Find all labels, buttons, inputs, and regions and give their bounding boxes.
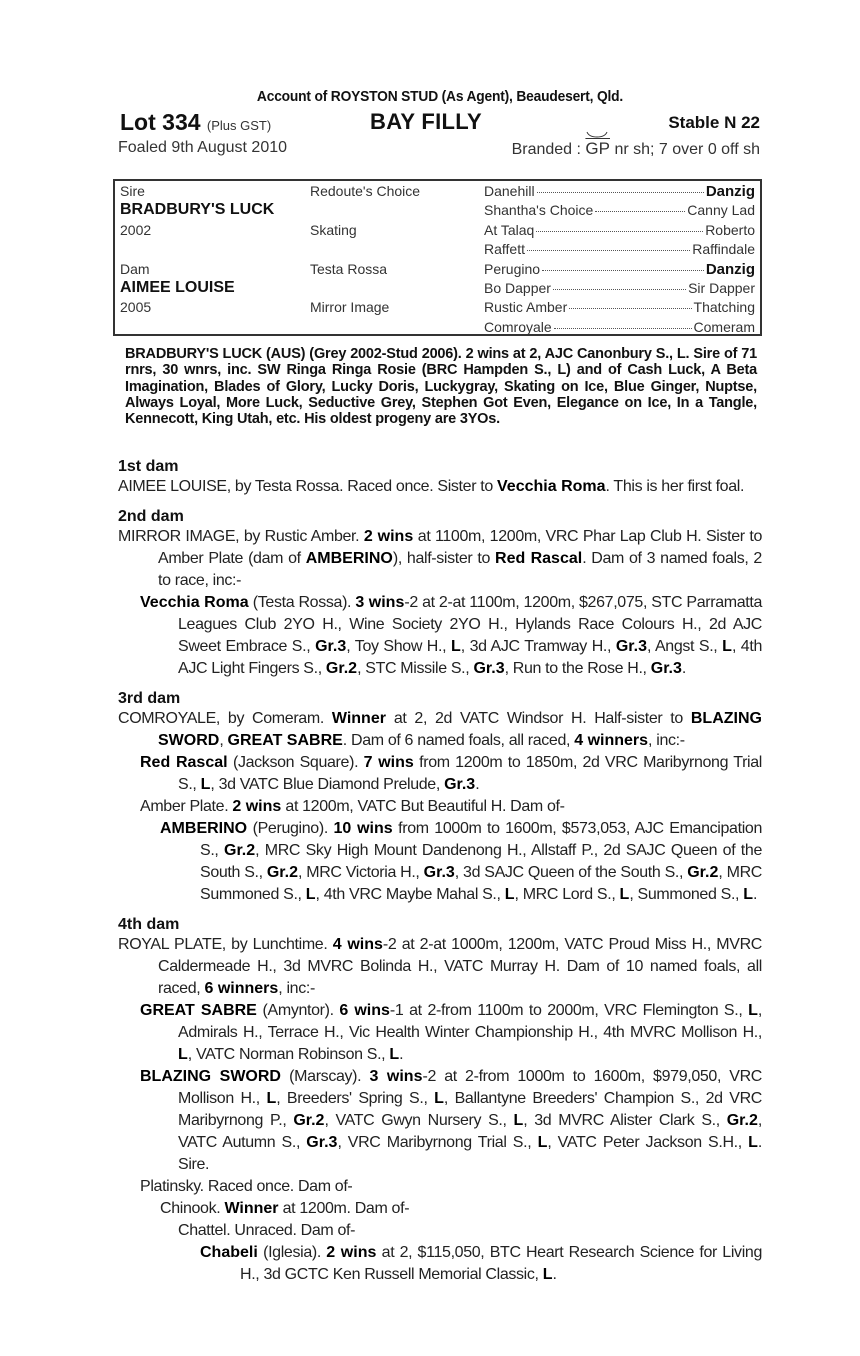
entry-text: Amber Plate. — [140, 798, 233, 815]
pedigree-horse: Danehill — [484, 183, 535, 199]
entry-text: , 4th AJC Light Fingers S., — [178, 638, 762, 677]
entry-text: , VATC Peter Jackson S.H., — [547, 1134, 749, 1151]
pedigree-entry — [118, 1000, 762, 1066]
brand-letters: GP — [585, 139, 610, 158]
bold-text: L — [266, 1090, 277, 1107]
foaled-date: Foaled 9th August 2010 — [118, 139, 288, 156]
vendor-account: Account of ROYSTON STUD (As Agent), Beaudesert, Qld. — [256, 88, 624, 105]
section-heading: 3rd dam — [118, 690, 181, 707]
section-heading: 1st dam — [118, 458, 179, 475]
pedigree-entry — [118, 1176, 762, 1198]
pedigree-great-grandparent — [484, 319, 755, 335]
entry-text: . — [399, 1046, 404, 1063]
bold-text: L — [305, 886, 316, 903]
pedigree-entry — [118, 592, 762, 680]
pedigree-sire: Sir Dapper — [688, 279, 755, 296]
entry-text: , inc:- — [648, 732, 685, 749]
entry-text: , 3d AJC Tramway H., — [460, 638, 616, 655]
pedigree-row — [120, 318, 755, 337]
entry-text: , VATC Autumn S., — [178, 1112, 762, 1151]
entry-text: , Angst S., — [647, 638, 723, 655]
lot-line — [118, 109, 762, 137]
pedigree-entry — [118, 752, 762, 796]
pedigree-row — [120, 260, 755, 279]
section-heading: 2nd dam — [118, 508, 184, 525]
bold-text: L — [200, 776, 211, 793]
brand-mark-icon — [585, 139, 610, 159]
bold-text: GREAT SABRE — [140, 1002, 257, 1019]
pedigree-entry — [118, 476, 762, 498]
bold-text: Gr.3 — [650, 660, 682, 677]
entry-text: . Sire. — [178, 1134, 762, 1173]
bold-text: L — [743, 886, 754, 903]
entry-text: , Ballantyne Breeders' Champion S., 2d VRC Maribyrnong P., — [178, 1090, 763, 1129]
pedigree-sire: Comeram — [693, 318, 755, 335]
pedigree-great-grandparent — [484, 299, 755, 315]
dam-section — [118, 916, 762, 1286]
pedigree-horse: Raffett — [484, 241, 525, 258]
bold-text: L — [178, 1046, 188, 1063]
entry-text: (Iglesia). — [257, 1244, 327, 1261]
pedigree-sire: Danzig — [705, 183, 755, 200]
entry-text: , MRC Lord S., — [514, 886, 620, 903]
pedigree-parent: 2005 — [120, 299, 152, 316]
entry-text: . Dam of 6 named foals, all raced, — [342, 732, 575, 749]
entry-text: . This is her first foal. — [605, 478, 745, 495]
bold-text: 7 wins — [363, 754, 414, 771]
dotted-leader — [569, 308, 691, 309]
pedigree-horse: Perugino — [484, 260, 541, 277]
bold-text: Chabeli — [200, 1244, 258, 1261]
bold-text: Gr.2 — [293, 1112, 325, 1129]
entry-text: , VATC Norman Robinson S., — [187, 1046, 390, 1063]
entry-text: , Run to the Rose H., — [504, 660, 651, 677]
pedigree-entry — [118, 526, 762, 592]
pedigree-entry — [118, 818, 762, 906]
entry-text: (Amyntor). — [256, 1002, 340, 1019]
bold-text: Red Rascal — [140, 754, 228, 771]
bold-text: 3 wins — [355, 594, 405, 611]
pedigree-sire: Canny Lad — [687, 202, 755, 219]
entry-text: from 1200m to 1850m, 2d VRC Maribyrnong Trial S., — [178, 754, 763, 793]
pedigree-great-grandparent — [484, 241, 755, 257]
entry-text: from 1000m to 1600m, $573,053, AJC Emancipation S., — [200, 820, 763, 859]
entry-text: MIRROR IMAGE, by Rustic Amber. — [118, 528, 364, 545]
pedigree-sire: Danzig — [705, 260, 755, 278]
entry-text: AIMEE LOUISE, by Testa Rossa. Raced once. Sister to — [118, 478, 498, 495]
bold-text: 6 wins — [339, 1002, 390, 1019]
entry-text: , 4th VRC Maybe Mahal S., — [315, 886, 505, 903]
entry-text: -2 at 2-from 1000m to 1600m, $979,050, VRC Mollison H., — [178, 1068, 763, 1107]
bold-text: Winner — [224, 1200, 279, 1217]
bold-text: 6 winners — [204, 980, 279, 997]
gst-note: (Plus GST) — [206, 118, 272, 133]
bold-text: 2 wins — [232, 798, 282, 815]
dotted-leader — [553, 289, 686, 290]
foaling-line — [118, 139, 762, 163]
pedigree-sire: Raffindale — [692, 241, 755, 258]
pedigree-parent: Sire — [120, 183, 145, 199]
entry-text: , inc:- — [278, 980, 315, 997]
pedigree-grandparent: Skating — [310, 221, 357, 238]
bold-text: Gr.2 — [266, 864, 298, 881]
entry-text: Chattel. Unraced. Dam of- — [178, 1222, 356, 1239]
pedigree-entry — [118, 708, 762, 752]
entry-text: , Admirals H., Terrace H., Vic Health Winter Championship H., 4th MVRC Mollison H., — [178, 1002, 763, 1041]
bold-text: Gr.3 — [615, 638, 647, 655]
entry-text: -1 at 2-from 1100m to 2000m, VRC Flemington S., — [389, 1002, 749, 1019]
entry-text: , 3d MVRC Alister Clark S., — [523, 1112, 727, 1129]
entry-text: . — [552, 1266, 557, 1283]
bold-text: L — [504, 886, 515, 903]
bold-text: BLAZING SWORD — [140, 1068, 281, 1085]
pedigree-great-grandparent — [484, 261, 755, 278]
entry-text: at 1200m, VATC But Beautiful H. Dam of- — [281, 798, 565, 815]
dotted-leader — [595, 211, 685, 212]
pedigree-horse: Comroyale — [484, 318, 552, 335]
entry-text: , VRC Maribyrnong Trial S., — [337, 1134, 538, 1151]
branded-label: Branded : — [511, 141, 581, 158]
bold-text: L — [722, 638, 732, 655]
lot-number — [120, 109, 271, 136]
entry-text: COMROYALE, by Comeram. — [118, 710, 332, 727]
bold-text: Vecchia Roma — [140, 594, 249, 611]
pedigree-entry — [118, 796, 762, 818]
bold-text: Winner — [331, 710, 386, 727]
bold-text: L — [619, 886, 630, 903]
pedigree-grandparent: Redoute's Choice — [310, 183, 421, 199]
dotted-leader — [542, 270, 704, 271]
horse-description: BAY FILLY — [370, 109, 482, 134]
bold-text: L — [748, 1134, 758, 1151]
dotted-leader — [554, 328, 692, 329]
pedigree-row — [120, 298, 755, 317]
bold-text: Gr.2 — [726, 1112, 758, 1129]
lot-label: Lot 334 — [120, 109, 201, 135]
entry-text: Chinook. — [160, 1200, 225, 1217]
pedigree-parent: BRADBURY'S LUCK — [120, 201, 275, 219]
entry-text: , MRC Victoria H., — [297, 864, 424, 881]
bold-text: BLAZING SWORD — [158, 710, 762, 749]
entry-text: . — [475, 776, 480, 793]
bold-text: Vecchia Roma — [497, 478, 606, 495]
brand-info — [512, 139, 760, 159]
entry-text: , VATC Gwyn Nursery S., — [324, 1112, 514, 1129]
pedigree-row — [120, 182, 755, 201]
bold-text: Gr.3 — [473, 660, 505, 677]
entry-text: at 2, $115,050, BTC Heart Research Science for Living H., 3d GCTC Ken Russell Memorial Classic, — [240, 1244, 763, 1283]
pedigree-parent: Dam — [120, 260, 150, 277]
stable-number: Stable N 22 — [668, 113, 760, 132]
pedigree-row — [120, 279, 755, 298]
bold-text: L — [537, 1134, 548, 1151]
entry-text: ), half-sister to — [392, 550, 496, 567]
pedigree-row — [120, 201, 755, 220]
pedigree-sire: Roberto — [705, 221, 755, 238]
bold-text: GREAT SABRE — [227, 732, 343, 749]
bold-text: L — [542, 1266, 553, 1283]
entry-text: (Perugino). — [247, 820, 334, 837]
entry-text: . Dam of 3 named foals, 2 to race, inc:- — [158, 550, 762, 589]
bold-text: 2 wins — [326, 1244, 377, 1261]
entry-text: , Breeders' Spring S., — [276, 1090, 435, 1107]
bold-text: 4 winners — [574, 732, 649, 749]
entry-text: Platinsky. Raced once. Dam of- — [140, 1178, 353, 1195]
bold-text: Gr.3 — [315, 638, 347, 655]
bold-text: L — [450, 638, 461, 655]
brand-position: nr sh; 7 over 0 off sh — [614, 141, 760, 158]
pedigree-parent: 2002 — [120, 221, 152, 238]
bold-text: Gr.2 — [687, 864, 719, 881]
bold-text: L — [513, 1112, 524, 1129]
dam-sections — [118, 458, 762, 1296]
pedigree-grandparent: Mirror Image — [310, 299, 390, 316]
pedigree-horse: Rustic Amber — [484, 299, 568, 316]
dotted-leader — [527, 250, 690, 251]
catalogue-page — [118, 88, 763, 1283]
entry-text: , 3d VATC Blue Diamond Prelude, — [210, 776, 445, 793]
pedigree-row — [120, 240, 755, 259]
bold-text: 4 wins — [332, 936, 383, 953]
entry-text: (Marscay). — [280, 1068, 370, 1085]
pedigree-row — [120, 221, 755, 240]
pedigree-great-grandparent — [484, 202, 755, 218]
pedigree-sire: Thatching — [693, 299, 755, 316]
dam-section — [118, 458, 762, 498]
pedigree-great-grandparent — [484, 222, 755, 238]
bold-text: AMBERINO — [305, 550, 393, 567]
bold-text: L — [748, 1002, 758, 1019]
bold-text: Red Rascal — [495, 550, 583, 567]
pedigree-entry — [118, 934, 762, 1000]
pedigree-entry — [118, 1198, 762, 1220]
pedigree-entry — [118, 1242, 762, 1286]
entry-text: , 3d SAJC Queen of the South S., — [454, 864, 688, 881]
bold-text: Gr.3 — [306, 1134, 338, 1151]
section-heading: 4th dam — [118, 916, 180, 933]
bold-text: Gr.3 — [444, 776, 476, 793]
sire-summary: BRADBURY'S LUCK (AUS) (Grey 2002-Stud 2006). 2 wins at 2, AJC Canonbury S., L. Sire of 71 rnrs, 30 wnrs, inc. SW Ringa Ringa Rosie (BRC Hampden S., L) and of Cash Luck, A Beta Imagination, Blades of Glory, Lucky Doris, Luckygray, Skating on Ice, Blue Ginger, Nuptse, Always Loyal, More Luck, Seductive Grey, Stephen Got Even, Elegance on Ice, In a Tangle, Kennecott, King Utah, etc. His oldest progeny are 3YOs. — [125, 346, 757, 428]
bold-text: L — [434, 1090, 444, 1107]
pedigree-table — [113, 179, 762, 336]
pedigree-entry — [118, 1066, 762, 1176]
entry-text: , STC Missile S., — [357, 660, 474, 677]
entry-text: . — [681, 660, 686, 677]
entry-text: ROYAL PLATE, by Lunchtime. — [118, 936, 333, 953]
bold-text: 3 wins — [369, 1068, 423, 1085]
pedigree-parent: AIMEE LOUISE — [120, 278, 235, 296]
dotted-leader — [537, 192, 704, 193]
entry-text: -2 at 2-at 1100m, 1200m, $267,075, STC Parramatta Leagues Club 2YO H., Wine Society 2YO H., Hylands Race Colours H., 2d AJC Sweet Embrace S., — [178, 594, 763, 655]
bold-text: 10 wins — [333, 820, 393, 837]
bold-text: Gr.2 — [224, 842, 256, 859]
entry-text: , MRC Sky High Mount Dandenong H., Allstaff P., 2d SAJC Queen of the South S., — [200, 842, 762, 881]
entry-text: at 2, 2d VATC Windsor H. Half-sister to — [385, 710, 691, 727]
entry-text: -2 at 2-at 1000m, 1200m, VATC Proud Miss H., MVRC Caldermeade H., 3d MVRC Bolinda H., VATC Murray H. Dam of 10 named foals, all raced, — [158, 936, 762, 997]
bold-text: Gr.2 — [325, 660, 358, 677]
pedigree-entry — [118, 1220, 762, 1242]
entry-text: . — [753, 886, 758, 903]
entry-text: at 1100m, 1200m, VRC Phar Lap Club H. Sister to Amber Plate (dam of — [158, 528, 762, 567]
dam-section — [118, 690, 762, 906]
entry-text: , MRC Summoned S., — [200, 864, 762, 903]
entry-text: , Toy Show H., — [346, 638, 451, 655]
pedigree-horse: At Talaq — [484, 221, 535, 238]
entry-text: , Summoned S., — [629, 886, 744, 903]
entry-text: (Testa Rossa). — [248, 594, 356, 611]
pedigree-great-grandparent — [484, 280, 755, 296]
bold-text: Gr.3 — [423, 864, 455, 881]
pedigree-grandparent: Testa Rossa — [310, 260, 388, 277]
bold-text: L — [389, 1046, 400, 1063]
bold-text: 2 wins — [363, 528, 414, 545]
entry-text: (Jackson Square). — [227, 754, 364, 771]
dotted-leader — [536, 231, 703, 232]
dam-section — [118, 508, 762, 680]
pedigree-great-grandparent — [484, 183, 755, 200]
entry-text: , — [219, 732, 228, 749]
entry-text: at 1200m. Dam of- — [278, 1200, 410, 1217]
pedigree-horse: Bo Dapper — [484, 279, 551, 296]
bold-text: AMBERINO — [160, 820, 248, 837]
pedigree-horse: Shantha's Choice — [484, 202, 594, 219]
